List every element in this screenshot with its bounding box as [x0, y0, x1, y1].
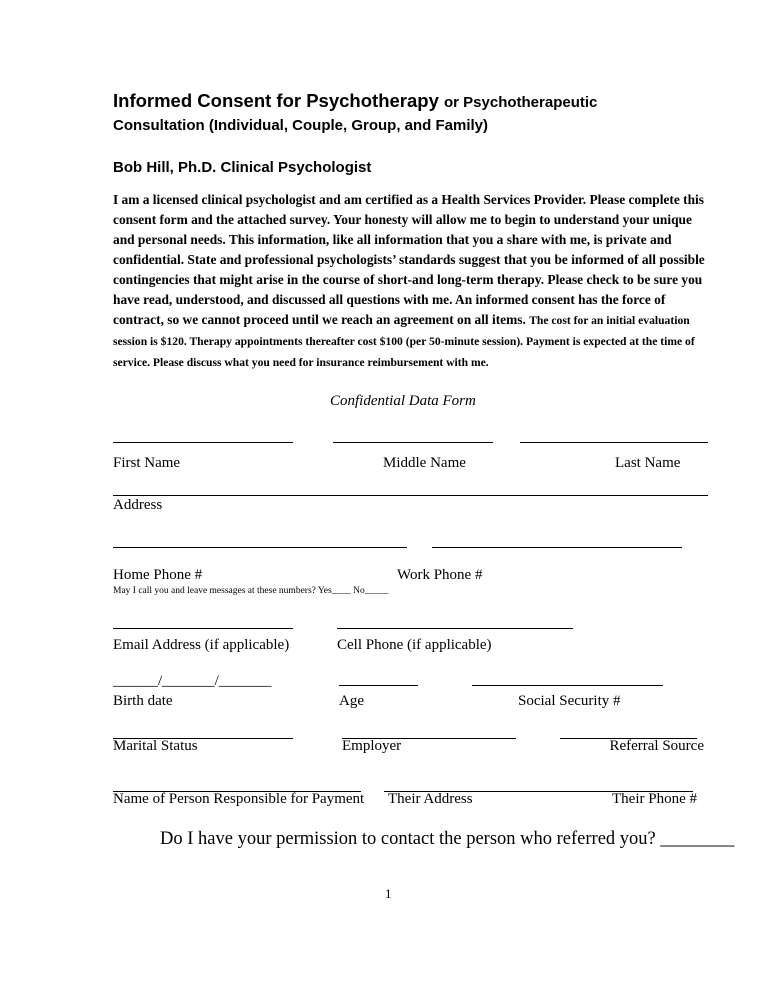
title-rest: or Psychotherapeutic [444, 94, 598, 111]
employer-label: Employer [342, 738, 402, 754]
title-main: Informed Consent for Psychotherapy [113, 90, 439, 111]
age-label: Age [339, 693, 364, 709]
ssn-label: Social Security # [518, 693, 621, 709]
address-label: Address [113, 497, 163, 513]
responsible-person-label: Name of Person Responsible for Payment [113, 791, 365, 807]
email-field[interactable] [113, 628, 293, 629]
birth-date-label: Birth date [113, 693, 173, 709]
messages-question: May I call you and leave messages at these numbers? Yes____ No_____ [113, 586, 389, 596]
cell-phone-label: Cell Phone (if applicable) [337, 637, 492, 653]
fees-text: The cost for an initial evaluation session is $120. Therapy appointments thereafter cost $100 (per 50-minute session). Payment is expected at the time of service. Please discuss what you need for insurance reimbursement with me. [113, 314, 695, 369]
middle-name-field[interactable] [333, 442, 493, 443]
referral-source-label: Referral Source [609, 738, 704, 754]
form-title: Confidential Data Form [330, 393, 476, 409]
document-title [113, 90, 597, 112]
birth-date-field[interactable]: ______/_______/_______ [113, 673, 272, 689]
first-name-field[interactable] [113, 442, 293, 443]
permission-question: Do I have your permission to contact the person who referred you? ________ [160, 829, 735, 849]
page-number: 1 [385, 886, 392, 901]
last-name-label: Last Name [615, 455, 681, 471]
cell-phone-field[interactable] [337, 628, 573, 629]
home-phone-field[interactable] [113, 547, 407, 548]
last-name-field[interactable] [520, 442, 708, 443]
first-name-label: First Name [113, 455, 181, 471]
address-field[interactable] [113, 495, 708, 496]
age-field[interactable] [339, 685, 418, 686]
email-label: Email Address (if applicable) [113, 637, 290, 653]
work-phone-field[interactable] [432, 547, 682, 548]
document-subtitle: Consultation (Individual, Couple, Group, and Family) [113, 117, 488, 134]
home-phone-label: Home Phone # [113, 567, 203, 583]
ssn-field[interactable] [472, 685, 663, 686]
middle-name-label: Middle Name [383, 455, 466, 471]
intro-paragraph [113, 190, 713, 373]
intro-text: I am a licensed clinical psychologist and am certified as a Health Services Provider. Please complete this consent form and the attached survey. Your honesty will allow me to begin to understand your unique and personal needs. This information, like all information that you a share with me, is private and confidential. State and professional psychologists’ standards suggest that you be informed of all possible contingencies that might arise in the course of short-and long-term therapy. Please check to be sure you have read, understood, and discussed all questions with me. An informed consent has the force of contract, so we cannot proceed until we reach an agreement on all items. [113, 192, 705, 327]
marital-status-label: Marital Status [113, 738, 198, 754]
work-phone-label: Work Phone # [397, 567, 483, 583]
their-address-label: Their Address [388, 791, 473, 807]
author-line: Bob Hill, Ph.D. Clinical Psychologist [113, 159, 372, 176]
their-phone-label: Their Phone # [612, 791, 697, 807]
